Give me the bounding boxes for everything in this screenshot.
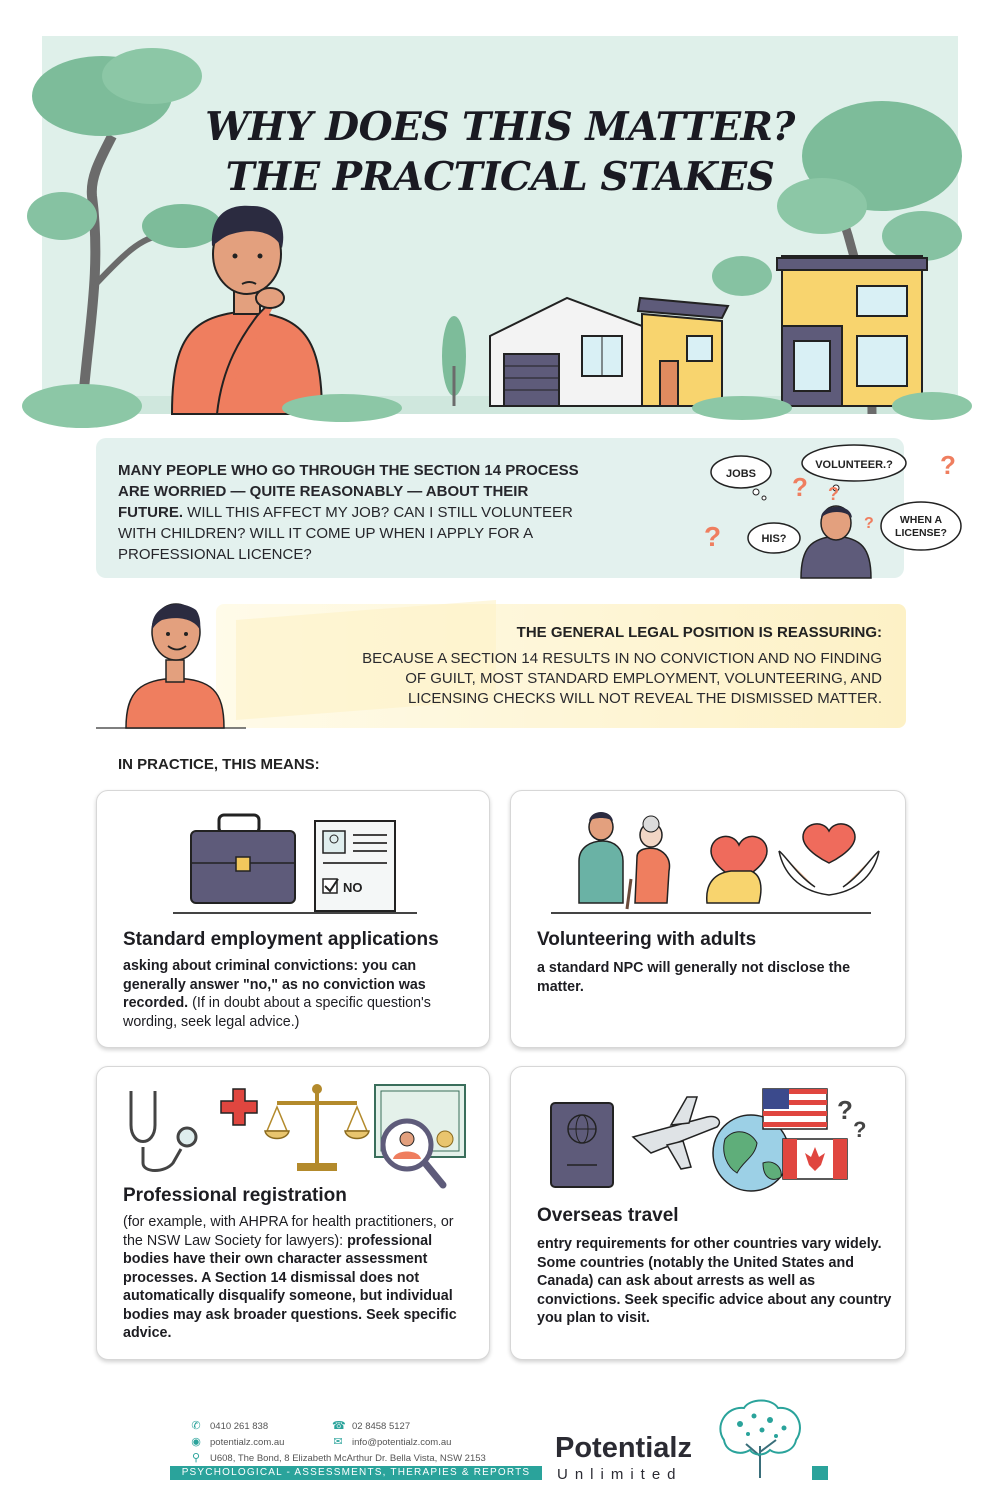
reassurance-heading: THE GENERAL LEGAL POSITION IS REASSURING: [516,624,882,641]
employment-illustration [97,791,491,931]
thought-bubble-jobs [711,456,771,500]
footer-address: ⚲ U608, The Bond, 8 Elizabeth McArthur Dr. Bella Vista, NSW 2153 [191,1452,486,1464]
svg-text:?: ? [828,484,839,504]
mail-icon: ✉ [333,1436,343,1448]
footer-email-link[interactable]: ✉ info@potentialz.com.au [333,1436,452,1448]
hero-title-line-1: WHY DOES THIS MATTER? [205,104,795,150]
brand-subtitle: Unlimited [557,1466,683,1483]
brand-accent-square [812,1466,828,1480]
card-volunteer-body: a standard NPC will generally not disclose the matter. [537,960,851,995]
thought-bubble-volunteer [802,445,906,491]
svg-text:?: ? [864,515,874,532]
globe-icon: ◉ [191,1436,201,1448]
medical-cross-icon [221,1089,257,1125]
reassurance-section [96,590,906,730]
reassurance-text-line-2: OF GUILT, MOST STANDARD EMPLOYMENT, VOLUNTEERING, AND [405,670,882,687]
reassurance-text-line-1: BECAUSE A SECTION 14 RESULTS IN NO CONVICTION AND NO FINDING [362,650,882,667]
form-document-icon [315,821,395,911]
hero-banner [42,36,958,414]
helping-people-icon [579,812,670,909]
worried-person-illustration [596,438,956,578]
svg-text:NO: NO [343,880,363,895]
svg-text:WHEN A: WHEN A [899,514,943,526]
canada-flag-icon [783,1139,847,1179]
card-employment-title: Standard employment applications [123,929,439,950]
card-travel [510,1066,906,1360]
card-travel-title: Overseas travel [537,1205,679,1226]
brain-tree-logo-icon [710,1396,810,1480]
usa-flag-icon [763,1089,827,1129]
practice-heading: IN PRACTICE, THIS MEANS: [118,756,320,773]
professional-illustration [97,1067,491,1197]
card-volunteer [510,790,906,1048]
footer-tagline: PSYCHOLOGICAL - ASSESSMENTS, THERAPIES & REPORTS [170,1466,542,1480]
worry-text [118,460,588,565]
travel-illustration [511,1067,907,1207]
location-pin-icon: ⚲ [191,1452,201,1464]
svg-text:JOBS: JOBS [726,468,756,480]
briefcase-icon [191,815,295,903]
passport-icon [551,1103,613,1187]
hero-illustration [42,36,958,414]
footer-phone-mobile[interactable]: ✆ 0410 261 838 [191,1420,269,1432]
svg-text:LICENSE?: LICENSE? [895,527,947,539]
heart-hands-icon [707,836,767,903]
footer [170,1408,840,1496]
thought-bubble-license [881,502,961,550]
svg-text:?: ? [940,450,956,480]
worry-text-bold: MANY PEOPLE WHO GO THROUGH THE SECTION 14 PROCESS ARE WORRIED — QUITE REASONABLY — ABOUT THEIR FUTURE. [118,462,579,521]
hero-title-line-2: THE PRACTICAL STAKES [225,154,775,200]
worry-section [96,438,956,578]
footer-phone-office[interactable]: ☎ 02 8458 5127 [332,1420,411,1432]
stethoscope-icon [131,1091,196,1171]
card-volunteer-title: Volunteering with adults [537,929,757,950]
thought-bubble-his [748,523,800,553]
card-professional-body: (for example, with AHPRA for health practitioners, or the NSW Law Society for lawyers): professional bodies have their own character assessment processes. A Section 14 dismissal does not automatically disqualify someone, but individual bodies may ask broader questions. Seek specific advice. [123,1214,457,1341]
svg-text:?: ? [853,1117,867,1142]
footer-website-link[interactable]: ◉ potentialz.com.au [191,1436,285,1448]
worry-text-rest: WILL THIS AFFECT MY JOB? CAN I STILL VOLUNTEER WITH CHILDREN? WILL IT COME UP WHEN I APPLY FOR A PROFESSIONAL LICENCE? [118,504,573,563]
certificate-search-icon [375,1085,465,1185]
house-illustration [490,256,927,406]
volunteering-illustration [511,791,907,931]
svg-text:?: ? [792,472,808,502]
airplane-icon [633,1097,719,1169]
card-professional [96,1066,490,1360]
scales-of-justice-icon [265,1084,369,1171]
card-employment [96,790,490,1048]
svg-text:?: ? [837,1095,853,1125]
svg-text:?: ? [704,521,722,552]
card-employment-body: asking about criminal convictions: you can generally answer "no," as no conviction was recorded. (If in doubt about a specific question's wording, seek legal advice.) [123,958,431,1030]
svg-text:HIS?: HIS? [761,533,787,545]
svg-text:VOLUNTEER.?: VOLUNTEER.? [815,459,893,471]
card-travel-body: entry requirements for other countries vary widely. Some countries (notably the United States and Canada) can ask about arrests as well as convictions. Seek specific advice about any country you plan to visit. [537,1236,892,1326]
brand-name: Potentialz [555,1432,692,1464]
card-professional-title: Professional registration [123,1185,347,1206]
heart-hands-icon [779,824,879,895]
reassurance-text-line-3: LICENSING CHECKS WILL NOT REVEAL THE DISMISSED MATTER. [408,690,882,707]
fax-icon: ☎ [332,1420,346,1432]
phone-icon: ✆ [191,1420,201,1432]
